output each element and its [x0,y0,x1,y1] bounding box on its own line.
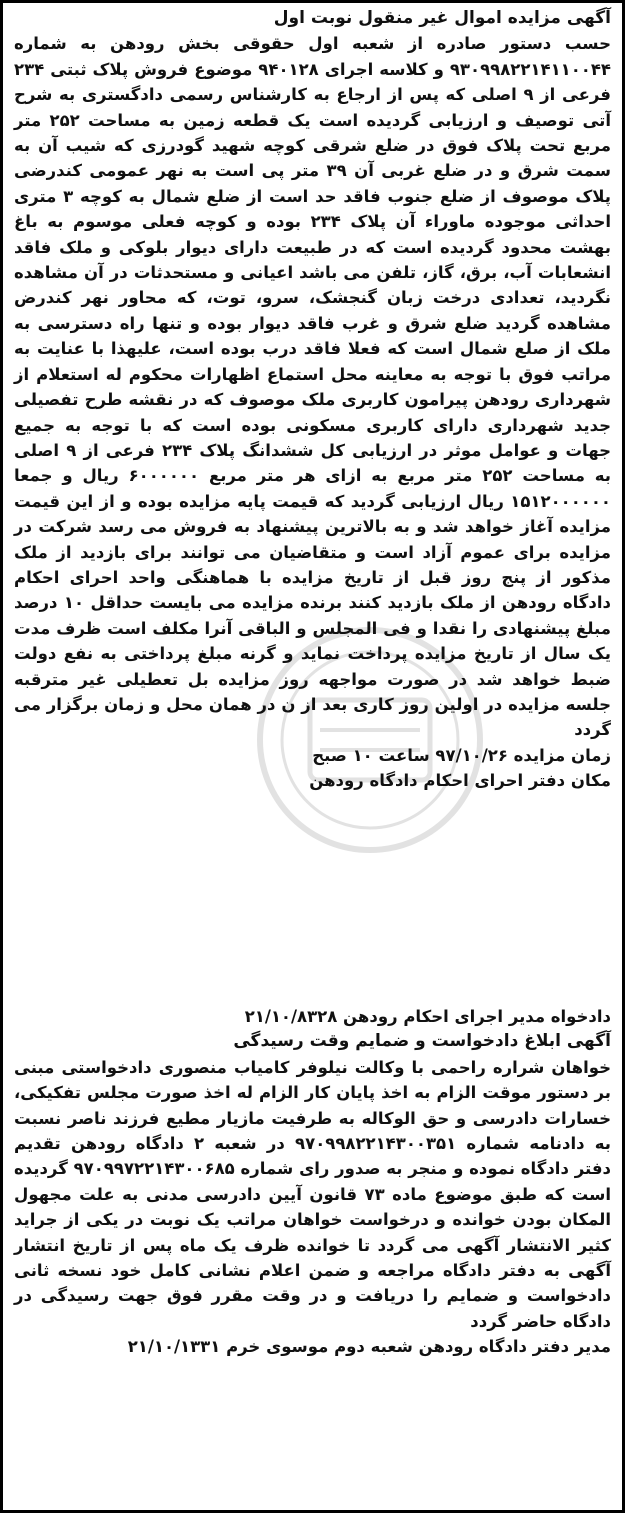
summons-signature: مدیر دفتر دادگاه رودهن شعبه دوم موسوی خرم ۲۱/۱۰/۱۳۳۱ [127,1337,611,1357]
auction-notice-title: آگهی مزایده اموال غیر منقول نوبت اول [273,8,611,28]
auction-time: زمان مزایده ۹۷/۱۰/۲۶ ساعت ۱۰ صبح [312,745,611,765]
summons-notice-body: خواهان شراره راحمی با وکالت نیلوفر کامیاب منصوری دادخواستی مبنی بر دستور موقت الزام به اخذ پایان کار الزام له اخذ صورت مجلس تفکیکی، خسارات دادرسی و حق الوکاله به طرفیت مازیار مطیع فرزند ناصر نسبت به دادنامه شماره ۹۷۰۹۹۸۲۲۱۴۳۰۰۳۵۱ در شعبه ۲ دادگاه رودهن تقدیم دفتر دادگاه نموده و منجر به صدور رای شماره ۹۷۰۹۹۷۲۲۱۴۳۰۰۶۸۵ گردیده است که طبق موضوع ماده ۷۳ قانون آیین دادرسی مدنی به علت مجهول المکان بودن خوانده و درخواست خواهان مراتب یک نوبت در یکی از جراید کثیر الانتشار آگهی می گردد تا خوانده ظرف یک ماه پس از تاریخ انتشار آگهی به دفتر دادگاه مراجعه و ضمن اعلام نشانی کامل خود نسخه ثانی دادخواست و ضمایم را دریافت و در وقت مقرر فوق جهت رسیدگی در دادگاه حاضر گردد [14,1057,612,1331]
notice-separator [8,999,617,1000]
frame-border-left [0,0,3,1513]
auction-place: مکان دفتر احرای احکام دادگاه رودهن [309,771,611,791]
auction-signature: دادخواه مدیر اجرای احکام رودهن ۲۱/۱۰/۸۳۲۸ [244,1007,611,1026]
summons-notice-title: آگهی ابلاغ دادخواست و ضمایم وقت رسیدگی [233,1031,611,1052]
auction-notice [14,6,611,794]
auction-notice-body: حسب دستور صادره از شعبه اول حقوقی بخش رودهن به شماره ۹۳۰۹۹۸۲۲۱۴۱۱۰۰۴۴ و کلاسه اجرای ۹۴۰۱۲۸ موضوع فروش پلاک ثبتی ۲۳۴ فرعی از ۹ اصلی که پس از ارجاع به کارشناس رسمی دادگستری به شرح آتی توصیف و ارزیابی گردیده است یک قطعه زمین به مساحت ۲۵۲ متر مربع تحت پلاک فوق در ضلع شرقی کوچه شهید گودرزی که شیب آن به سمت شرق و در ضلع غربی آن ۳۹ متر پی است به نهر عمومی کندرضی پلاک موصوف از ضلع جنوب فاقد حد است از ضلع شمال به کوچه ۳ متری احداثی موجوده ماوراء آن پلاک ۲۳۴ بوده و کوچه فعلی موسوم به باغ بهشت محدود گردیده است که در طبیعت دارای دیوار بلوکی و ملک فاقد انشعابات آب، برق، گاز، تلفن می باشد اعیانی و مستحدثات در آن مشاهده نگردید، تعدادی درخت زبان گنجشک، سرو، توت، که محاور نهر کندرض مشاهده گردید ضلع شرق و غرب فاقد دیوار بوده و تنها راه دسترسی به ملک از صلع شمال است که فعلا فاقد درب بوده است، علیهذا با عنایت به مراتب فوق با توجه به معاینه محل استماع اظهارات محکوم له استعلام از شهرداری رودهن پیرامون کاربری ملک موصوف که در نقشه طرح تفصیلی جدید شهرداری دارای کاربری مسکونی بوده است که با توجه به جمیع جهات و عوامل موثر در ارزیابی کل ششدانگ پلاک ۲۳۴ فرعی از ۹ اصلی به مساحت ۲۵۲ متر مربع به ازای هر متر مربع ۶۰۰۰۰۰۰ ریال و جمعا ۱۵۱۲۰۰۰۰۰۰ ریال ارزیابی گردید که قیمت پایه مزایده بوده و از این قیمت مزایده آغاز خواهد شد و به بالاترین پیشنهاد به فروش می رسد شرکت در مزایده برای عموم آزاد است و متقاضیان می توانند برای بازدید از ملک مذکور از پنج روز قبل از تاریخ مزایده با هماهنگی واحد احرای احکام دادگاه رودهن از ملک بازدید کنند برنده مزایده می بایست حداقل ۱۰ درصد مبلغ پیشنهادی را نقدا و فی المجلس و الباقی آنرا مکلف است ظرف مدت یک سال از تاریخ مزایده پرداخت نماید و گرنه مبلغ پرداختی به نفع دولت ضبط خواهد شد در صورت مواجهه روز مزایده بل تعطیلی غیر مترقبه جلسه مزایده در اولین روز کاری بعد از ن در همان محل و زمان برگزار می گردد [14,34,612,740]
summons-notice [14,1004,611,1360]
frame-border-top [0,0,625,3]
